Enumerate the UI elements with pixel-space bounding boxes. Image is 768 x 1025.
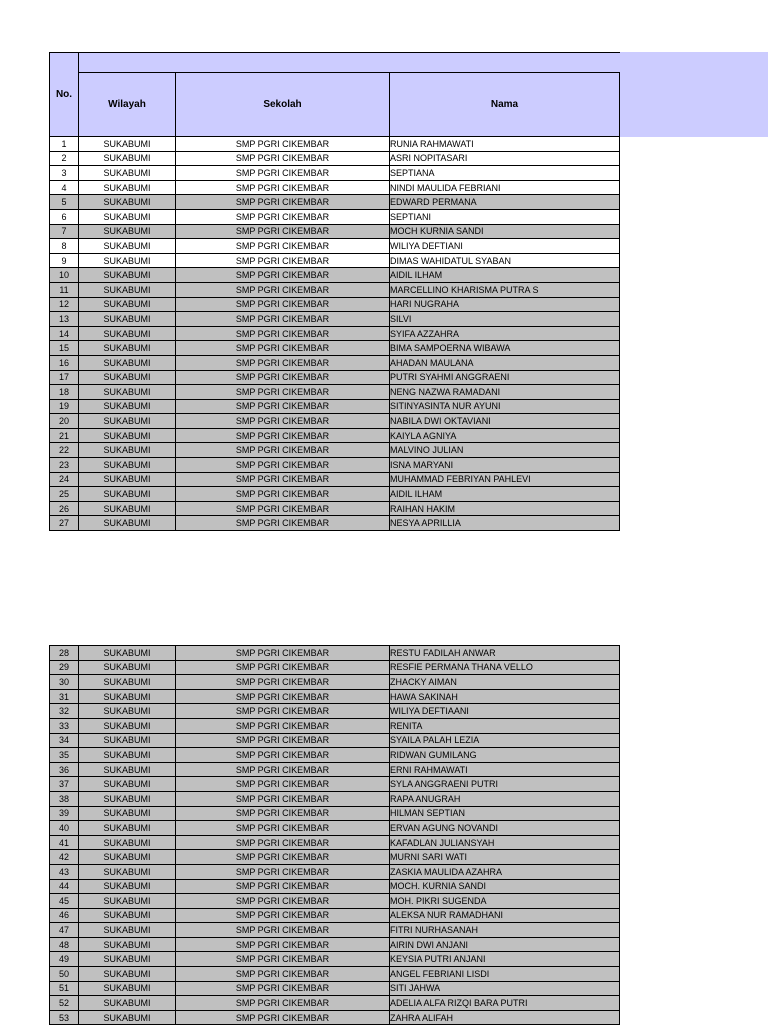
cell-no: 48 bbox=[50, 937, 79, 952]
table-row bbox=[50, 646, 620, 661]
table-row bbox=[50, 458, 620, 473]
cell-nama: ERVAN AGUNG NOVANDI bbox=[390, 821, 620, 836]
cell-sekolah: SMP PGRI CIKEMBAR bbox=[176, 733, 390, 748]
cell-wilayah: SUKABUMI bbox=[79, 850, 176, 865]
cell-nama: MURNI SARI WATI bbox=[390, 850, 620, 865]
cell-no: 37 bbox=[50, 777, 79, 792]
table-row bbox=[50, 908, 620, 923]
cell-nama: ZASKIA MAULIDA AZAHRA bbox=[390, 864, 620, 879]
cell-wilayah: SUKABUMI bbox=[79, 282, 176, 297]
cell-sekolah: SMP PGRI CIKEMBAR bbox=[176, 864, 390, 879]
cell-sekolah: SMP PGRI CIKEMBAR bbox=[176, 762, 390, 777]
cell-no: 17 bbox=[50, 370, 79, 385]
cell-no: 36 bbox=[50, 762, 79, 777]
cell-sekolah: SMP PGRI CIKEMBAR bbox=[176, 981, 390, 996]
cell-no: 23 bbox=[50, 458, 79, 473]
table-row bbox=[50, 967, 620, 982]
cell-nama: PUTRI SYAHMI ANGGRAENI bbox=[390, 370, 620, 385]
cell-nama: DIMAS WAHIDATUL SYABAN bbox=[390, 253, 620, 268]
table-row bbox=[50, 777, 620, 792]
cell-no: 53 bbox=[50, 1010, 79, 1025]
table-row bbox=[50, 297, 620, 312]
table-row bbox=[50, 1010, 620, 1025]
table-row bbox=[50, 137, 620, 152]
cell-wilayah: SUKABUMI bbox=[79, 297, 176, 312]
cell-no: 12 bbox=[50, 297, 79, 312]
cell-no: 26 bbox=[50, 501, 79, 516]
cell-sekolah: SMP PGRI CIKEMBAR bbox=[176, 791, 390, 806]
cell-sekolah: SMP PGRI CIKEMBAR bbox=[176, 894, 390, 909]
cell-sekolah: SMP PGRI CIKEMBAR bbox=[176, 806, 390, 821]
cell-no: 25 bbox=[50, 487, 79, 502]
cell-nama: SYAILA PALAH LEZIA bbox=[390, 733, 620, 748]
table-row bbox=[50, 370, 620, 385]
cell-wilayah: SUKABUMI bbox=[79, 704, 176, 719]
table-row bbox=[50, 835, 620, 850]
cell-wilayah: SUKABUMI bbox=[79, 981, 176, 996]
cell-no: 43 bbox=[50, 864, 79, 879]
cell-nama: KEYSIA PUTRI ANJANI bbox=[390, 952, 620, 967]
cell-nama: HILMAN SEPTIAN bbox=[390, 806, 620, 821]
cell-wilayah: SUKABUMI bbox=[79, 326, 176, 341]
cell-sekolah: SMP PGRI CIKEMBAR bbox=[176, 428, 390, 443]
cell-sekolah: SMP PGRI CIKEMBAR bbox=[176, 646, 390, 661]
cell-nama: RAPA ANUGRAH bbox=[390, 791, 620, 806]
cell-no: 9 bbox=[50, 253, 79, 268]
cell-no: 38 bbox=[50, 791, 79, 806]
cell-no: 33 bbox=[50, 718, 79, 733]
table-row bbox=[50, 414, 620, 429]
cell-no: 27 bbox=[50, 516, 79, 531]
cell-wilayah: SUKABUMI bbox=[79, 748, 176, 763]
cell-no: 15 bbox=[50, 341, 79, 356]
cell-no: 40 bbox=[50, 821, 79, 836]
cell-nama: AIRIN DWI ANJANI bbox=[390, 937, 620, 952]
cell-wilayah: SUKABUMI bbox=[79, 894, 176, 909]
table-row bbox=[50, 428, 620, 443]
table-row bbox=[50, 762, 620, 777]
cell-sekolah: SMP PGRI CIKEMBAR bbox=[176, 370, 390, 385]
cell-sekolah: SMP PGRI CIKEMBAR bbox=[176, 414, 390, 429]
table-row bbox=[50, 850, 620, 865]
cell-no: 44 bbox=[50, 879, 79, 894]
cell-sekolah: SMP PGRI CIKEMBAR bbox=[176, 501, 390, 516]
table-row bbox=[50, 385, 620, 400]
column-header-nama: Nama bbox=[390, 73, 620, 137]
cell-sekolah: SMP PGRI CIKEMBAR bbox=[176, 704, 390, 719]
cell-nama: MOH. PIKRI SUGENDA bbox=[390, 894, 620, 909]
cell-wilayah: SUKABUMI bbox=[79, 180, 176, 195]
cell-no: 11 bbox=[50, 282, 79, 297]
cell-nama: ZHACKY AIMAN bbox=[390, 675, 620, 690]
cell-sekolah: SMP PGRI CIKEMBAR bbox=[176, 180, 390, 195]
cell-sekolah: SMP PGRI CIKEMBAR bbox=[176, 209, 390, 224]
cell-sekolah: SMP PGRI CIKEMBAR bbox=[176, 967, 390, 982]
cell-no: 10 bbox=[50, 268, 79, 283]
cell-nama: RIDWAN GUMILANG bbox=[390, 748, 620, 763]
cell-no: 52 bbox=[50, 996, 79, 1011]
table-body-bottom bbox=[50, 646, 620, 1025]
cell-wilayah: SUKABUMI bbox=[79, 501, 176, 516]
cell-sekolah: SMP PGRI CIKEMBAR bbox=[176, 748, 390, 763]
cell-wilayah: SUKABUMI bbox=[79, 341, 176, 356]
cell-wilayah: SUKABUMI bbox=[79, 806, 176, 821]
cell-wilayah: SUKABUMI bbox=[79, 646, 176, 661]
cell-nama: RESFIE PERMANA THANA VELLO bbox=[390, 660, 620, 675]
table-row bbox=[50, 341, 620, 356]
cell-no: 20 bbox=[50, 414, 79, 429]
cell-nama: MOCH. KURNIA SANDI bbox=[390, 879, 620, 894]
cell-sekolah: SMP PGRI CIKEMBAR bbox=[176, 458, 390, 473]
cell-wilayah: SUKABUMI bbox=[79, 923, 176, 938]
cell-no: 46 bbox=[50, 908, 79, 923]
cell-nama: SEPTIANA bbox=[390, 166, 620, 181]
cell-sekolah: SMP PGRI CIKEMBAR bbox=[176, 253, 390, 268]
cell-wilayah: SUKABUMI bbox=[79, 443, 176, 458]
cell-nama: RENITA bbox=[390, 718, 620, 733]
table-row bbox=[50, 516, 620, 531]
cell-no: 32 bbox=[50, 704, 79, 719]
cell-nama: AHADAN MAULANA bbox=[390, 355, 620, 370]
cell-sekolah: SMP PGRI CIKEMBAR bbox=[176, 239, 390, 254]
cell-wilayah: SUKABUMI bbox=[79, 166, 176, 181]
cell-nama: NENG NAZWA RAMADANI bbox=[390, 385, 620, 400]
table-row bbox=[50, 748, 620, 763]
cell-nama: HAWA SAKINAH bbox=[390, 689, 620, 704]
cell-wilayah: SUKABUMI bbox=[79, 937, 176, 952]
cell-wilayah: SUKABUMI bbox=[79, 660, 176, 675]
cell-sekolah: SMP PGRI CIKEMBAR bbox=[176, 689, 390, 704]
cell-no: 24 bbox=[50, 472, 79, 487]
cell-no: 6 bbox=[50, 209, 79, 224]
table-row bbox=[50, 487, 620, 502]
cell-sekolah: SMP PGRI CIKEMBAR bbox=[176, 137, 390, 152]
cell-nama: SEPTIANI bbox=[390, 209, 620, 224]
cell-sekolah: SMP PGRI CIKEMBAR bbox=[176, 660, 390, 675]
cell-nama: ISNA MARYANI bbox=[390, 458, 620, 473]
table-row bbox=[50, 894, 620, 909]
table-row bbox=[50, 821, 620, 836]
cell-nama: SITI JAHWA bbox=[390, 981, 620, 996]
cell-nama: WILIYA DEFTIANI bbox=[390, 239, 620, 254]
cell-wilayah: SUKABUMI bbox=[79, 312, 176, 327]
cell-no: 13 bbox=[50, 312, 79, 327]
cell-wilayah: SUKABUMI bbox=[79, 835, 176, 850]
cell-wilayah: SUKABUMI bbox=[79, 472, 176, 487]
cell-wilayah: SUKABUMI bbox=[79, 879, 176, 894]
table-row bbox=[50, 981, 620, 996]
table-row bbox=[50, 180, 620, 195]
cell-sekolah: SMP PGRI CIKEMBAR bbox=[176, 385, 390, 400]
student-table-top bbox=[49, 52, 620, 531]
column-header-sekolah: Sekolah bbox=[176, 73, 390, 137]
cell-no: 49 bbox=[50, 952, 79, 967]
cell-wilayah: SUKABUMI bbox=[79, 689, 176, 704]
cell-sekolah: SMP PGRI CIKEMBAR bbox=[176, 195, 390, 210]
table-row bbox=[50, 239, 620, 254]
cell-nama: ZAHRA ALIFAH bbox=[390, 1010, 620, 1025]
cell-nama: ERNI RAHMAWATI bbox=[390, 762, 620, 777]
cell-no: 42 bbox=[50, 850, 79, 865]
cell-nama: AIDIL ILHAM bbox=[390, 268, 620, 283]
cell-no: 39 bbox=[50, 806, 79, 821]
cell-wilayah: SUKABUMI bbox=[79, 864, 176, 879]
cell-nama: NINDI MAULIDA FEBRIANI bbox=[390, 180, 620, 195]
cell-nama: EDWARD PERMANA bbox=[390, 195, 620, 210]
cell-nama: BIMA SAMPOERNA WIBAWA bbox=[390, 341, 620, 356]
table-row bbox=[50, 879, 620, 894]
table-row bbox=[50, 166, 620, 181]
cell-no: 45 bbox=[50, 894, 79, 909]
cell-no: 31 bbox=[50, 689, 79, 704]
cell-sekolah: SMP PGRI CIKEMBAR bbox=[176, 472, 390, 487]
cell-no: 51 bbox=[50, 981, 79, 996]
cell-wilayah: SUKABUMI bbox=[79, 385, 176, 400]
cell-sekolah: SMP PGRI CIKEMBAR bbox=[176, 923, 390, 938]
cell-wilayah: SUKABUMI bbox=[79, 791, 176, 806]
cell-nama: ADELIA ALFA RIZQI BARA PUTRI bbox=[390, 996, 620, 1011]
column-header-no: No. bbox=[50, 53, 79, 137]
cell-no: 18 bbox=[50, 385, 79, 400]
cell-nama: KAIYLA AGNIYA bbox=[390, 428, 620, 443]
table-row bbox=[50, 937, 620, 952]
cell-sekolah: SMP PGRI CIKEMBAR bbox=[176, 282, 390, 297]
table-row bbox=[50, 660, 620, 675]
cell-sekolah: SMP PGRI CIKEMBAR bbox=[176, 821, 390, 836]
cell-nama: ANGEL FEBRIANI LISDI bbox=[390, 967, 620, 982]
table-row bbox=[50, 501, 620, 516]
cell-wilayah: SUKABUMI bbox=[79, 718, 176, 733]
cell-wilayah: SUKABUMI bbox=[79, 370, 176, 385]
cell-nama: SYLA ANGGRAENI PUTRI bbox=[390, 777, 620, 792]
cell-no: 7 bbox=[50, 224, 79, 239]
table-row bbox=[50, 326, 620, 341]
cell-wilayah: SUKABUMI bbox=[79, 195, 176, 210]
cell-nama: NESYA APRILLIA bbox=[390, 516, 620, 531]
cell-nama: SYIFA AZZAHRA bbox=[390, 326, 620, 341]
table-body-top bbox=[50, 137, 620, 531]
table-row bbox=[50, 312, 620, 327]
cell-sekolah: SMP PGRI CIKEMBAR bbox=[176, 937, 390, 952]
cell-sekolah: SMP PGRI CIKEMBAR bbox=[176, 487, 390, 502]
cell-no: 1 bbox=[50, 137, 79, 152]
cell-nama: AIDIL ILHAM bbox=[390, 487, 620, 502]
table-row bbox=[50, 689, 620, 704]
table-row bbox=[50, 224, 620, 239]
cell-wilayah: SUKABUMI bbox=[79, 151, 176, 166]
table-row bbox=[50, 282, 620, 297]
cell-wilayah: SUKABUMI bbox=[79, 355, 176, 370]
cell-sekolah: SMP PGRI CIKEMBAR bbox=[176, 1010, 390, 1025]
cell-nama: MALVINO JULIAN bbox=[390, 443, 620, 458]
cell-nama: FITRI NURHASANAH bbox=[390, 923, 620, 938]
cell-wilayah: SUKABUMI bbox=[79, 675, 176, 690]
table-row bbox=[50, 952, 620, 967]
cell-nama: ASRI NOPITASARI bbox=[390, 151, 620, 166]
cell-sekolah: SMP PGRI CIKEMBAR bbox=[176, 908, 390, 923]
cell-sekolah: SMP PGRI CIKEMBAR bbox=[176, 879, 390, 894]
table-row bbox=[50, 355, 620, 370]
header-fill-band bbox=[618, 52, 768, 137]
header-merged-blank bbox=[79, 53, 620, 73]
cell-no: 47 bbox=[50, 923, 79, 938]
table-row bbox=[50, 268, 620, 283]
cell-no: 21 bbox=[50, 428, 79, 443]
cell-no: 5 bbox=[50, 195, 79, 210]
cell-nama: MARCELLINO KHARISMA PUTRA S bbox=[390, 282, 620, 297]
cell-sekolah: SMP PGRI CIKEMBAR bbox=[176, 399, 390, 414]
cell-sekolah: SMP PGRI CIKEMBAR bbox=[176, 326, 390, 341]
cell-wilayah: SUKABUMI bbox=[79, 516, 176, 531]
cell-no: 50 bbox=[50, 967, 79, 982]
cell-sekolah: SMP PGRI CIKEMBAR bbox=[176, 718, 390, 733]
cell-no: 30 bbox=[50, 675, 79, 690]
cell-no: 41 bbox=[50, 835, 79, 850]
cell-no: 2 bbox=[50, 151, 79, 166]
cell-no: 4 bbox=[50, 180, 79, 195]
cell-wilayah: SUKABUMI bbox=[79, 239, 176, 254]
cell-no: 3 bbox=[50, 166, 79, 181]
cell-wilayah: SUKABUMI bbox=[79, 414, 176, 429]
cell-wilayah: SUKABUMI bbox=[79, 967, 176, 982]
table-row bbox=[50, 718, 620, 733]
cell-wilayah: SUKABUMI bbox=[79, 428, 176, 443]
cell-no: 29 bbox=[50, 660, 79, 675]
table-row bbox=[50, 399, 620, 414]
cell-sekolah: SMP PGRI CIKEMBAR bbox=[176, 443, 390, 458]
cell-sekolah: SMP PGRI CIKEMBAR bbox=[176, 268, 390, 283]
cell-sekolah: SMP PGRI CIKEMBAR bbox=[176, 777, 390, 792]
cell-wilayah: SUKABUMI bbox=[79, 253, 176, 268]
table-row bbox=[50, 209, 620, 224]
cell-sekolah: SMP PGRI CIKEMBAR bbox=[176, 835, 390, 850]
cell-nama: RUNIA RAHMAWATI bbox=[390, 137, 620, 152]
cell-no: 8 bbox=[50, 239, 79, 254]
cell-nama: ALEKSA NUR RAMADHANI bbox=[390, 908, 620, 923]
table-row bbox=[50, 472, 620, 487]
cell-nama: RESTU FADILAH ANWAR bbox=[390, 646, 620, 661]
table-row bbox=[50, 443, 620, 458]
cell-no: 28 bbox=[50, 646, 79, 661]
table-row bbox=[50, 151, 620, 166]
cell-sekolah: SMP PGRI CIKEMBAR bbox=[176, 341, 390, 356]
cell-no: 34 bbox=[50, 733, 79, 748]
cell-nama: RAIHAN HAKIM bbox=[390, 501, 620, 516]
cell-wilayah: SUKABUMI bbox=[79, 224, 176, 239]
cell-no: 16 bbox=[50, 355, 79, 370]
cell-nama: SILVI bbox=[390, 312, 620, 327]
cell-sekolah: SMP PGRI CIKEMBAR bbox=[176, 996, 390, 1011]
table-row bbox=[50, 996, 620, 1011]
cell-nama: SITINYASINTA NUR AYUNI bbox=[390, 399, 620, 414]
cell-wilayah: SUKABUMI bbox=[79, 777, 176, 792]
cell-wilayah: SUKABUMI bbox=[79, 487, 176, 502]
cell-nama: KAFADLAN JULIANSYAH bbox=[390, 835, 620, 850]
table-row bbox=[50, 675, 620, 690]
cell-wilayah: SUKABUMI bbox=[79, 762, 176, 777]
cell-wilayah: SUKABUMI bbox=[79, 821, 176, 836]
cell-wilayah: SUKABUMI bbox=[79, 268, 176, 283]
cell-sekolah: SMP PGRI CIKEMBAR bbox=[176, 151, 390, 166]
cell-wilayah: SUKABUMI bbox=[79, 458, 176, 473]
cell-nama: NABILA DWI OKTAVIANI bbox=[390, 414, 620, 429]
table-row bbox=[50, 864, 620, 879]
cell-sekolah: SMP PGRI CIKEMBAR bbox=[176, 850, 390, 865]
cell-wilayah: SUKABUMI bbox=[79, 733, 176, 748]
table-row bbox=[50, 733, 620, 748]
cell-nama: MOCH KURNIA SANDI bbox=[390, 224, 620, 239]
cell-sekolah: SMP PGRI CIKEMBAR bbox=[176, 675, 390, 690]
cell-sekolah: SMP PGRI CIKEMBAR bbox=[176, 224, 390, 239]
cell-sekolah: SMP PGRI CIKEMBAR bbox=[176, 297, 390, 312]
cell-wilayah: SUKABUMI bbox=[79, 908, 176, 923]
cell-sekolah: SMP PGRI CIKEMBAR bbox=[176, 516, 390, 531]
cell-wilayah: SUKABUMI bbox=[79, 952, 176, 967]
table-row bbox=[50, 195, 620, 210]
cell-wilayah: SUKABUMI bbox=[79, 1010, 176, 1025]
cell-no: 22 bbox=[50, 443, 79, 458]
cell-sekolah: SMP PGRI CIKEMBAR bbox=[176, 952, 390, 967]
cell-wilayah: SUKABUMI bbox=[79, 209, 176, 224]
cell-nama: MUHAMMAD FEBRIYAN PAHLEVI bbox=[390, 472, 620, 487]
cell-nama: WILIYA DEFTIAANI bbox=[390, 704, 620, 719]
table-row bbox=[50, 806, 620, 821]
cell-wilayah: SUKABUMI bbox=[79, 137, 176, 152]
cell-no: 19 bbox=[50, 399, 79, 414]
cell-no: 14 bbox=[50, 326, 79, 341]
cell-sekolah: SMP PGRI CIKEMBAR bbox=[176, 312, 390, 327]
cell-sekolah: SMP PGRI CIKEMBAR bbox=[176, 166, 390, 181]
cell-wilayah: SUKABUMI bbox=[79, 996, 176, 1011]
table-row bbox=[50, 791, 620, 806]
table-row bbox=[50, 923, 620, 938]
cell-wilayah: SUKABUMI bbox=[79, 399, 176, 414]
column-header-wilayah: Wilayah bbox=[79, 73, 176, 137]
student-table-bottom bbox=[49, 645, 620, 1025]
cell-sekolah: SMP PGRI CIKEMBAR bbox=[176, 355, 390, 370]
cell-no: 35 bbox=[50, 748, 79, 763]
table-row bbox=[50, 253, 620, 268]
table-row bbox=[50, 704, 620, 719]
cell-nama: HARI NUGRAHA bbox=[390, 297, 620, 312]
